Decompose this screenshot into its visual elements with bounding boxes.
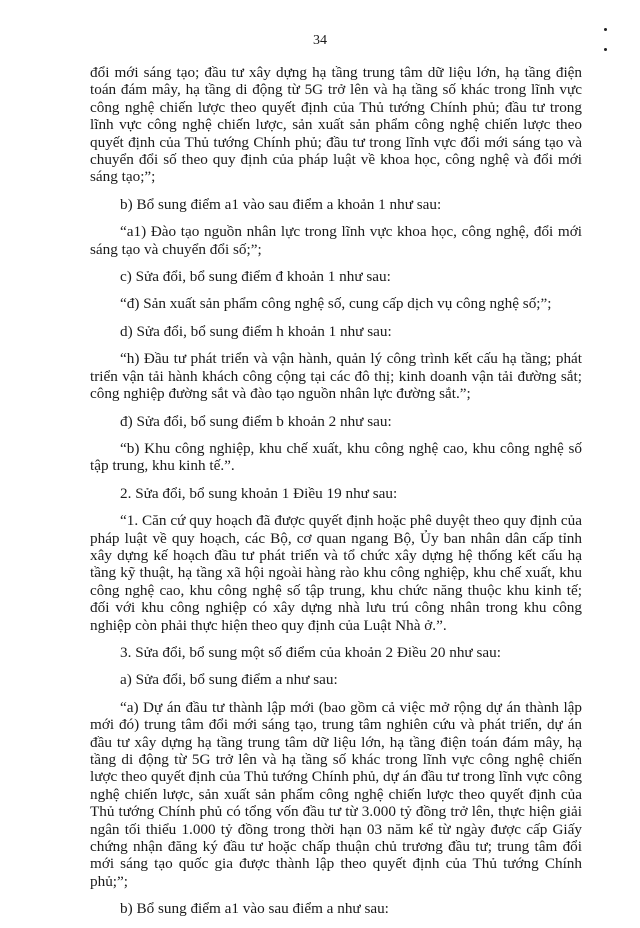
paragraph: a) Sửa đổi, bổ sung điểm a như sau: — [120, 671, 338, 689]
paragraph-quote: “1. Căn cứ quy hoạch đã được quyết định hoặc phê duyệt theo quy định của pháp luật về quy hoạch, các Bộ, cơ quan ngang Bộ, Ủy ban nhân dân cấp tỉnh xây dựng kế hoạch đầu tư phát triển và tổ chức xây dựng hệ thống kết cấu hạ tầng kỹ thuật, hạ tầng xã hội ngoài hàng rào khu công nghiệp, khu chế xuất, khu công nghệ cao, khu công nghệ số tập trung, khu chức năng thuộc khu kinh tế; đối với khu công nghiệp có xây dựng nhà lưu trú công nhân trong khu công nghiệp còn phải thực hiện theo quy định của Luật Nhà ở.”. — [90, 512, 582, 634]
document-body — [90, 64, 582, 928]
section-heading: 2. Sửa đổi, bổ sung khoản 1 Điều 19 như sau: — [120, 484, 398, 502]
paragraph-quote: “đ) Sản xuất sản phẩm công nghệ số, cung cấp dịch vụ công nghệ số;”; — [120, 295, 552, 313]
paragraph-quote: “a) Dự án đầu tư thành lập mới (bao gồm cả việc mở rộng dự án thành lập mới đó) trung tâm đổi mới sáng tạo, trung tâm nghiên cứu và phát triển, dự án đầu tư xây dựng hạ tầng trung tâm dữ liệu lớn, hạ tầng điện toán đám mây, hạ tầng di động từ 5G trở lên và hạ tầng số khác trong lĩnh vực công nghệ chiến lược theo quyết định của Thủ tướng Chính phủ, dự án đầu tư trong lĩnh vực công nghệ chiến lược, sản xuất sản phẩm công nghệ chiến lược theo quyết định của Thủ tướng Chính phủ có tổng vốn đầu tư từ 3.000 tỷ đồng trở lên, thực hiện giải ngân tối thiểu 1.000 tỷ đồng trong thời hạn 03 năm kể từ ngày được cấp Giấy chứng nhận đăng ký đầu tư hoặc chấp thuận chủ trương đầu tư; trung tâm đổi mới sáng tạo quốc gia được thành lập theo quyết định của Thủ tướng Chính phủ;”; — [90, 698, 582, 890]
scan-speck — [604, 28, 607, 31]
scan-speck — [604, 48, 607, 51]
paragraph-quote: “b) Khu công nghiệp, khu chế xuất, khu công nghệ cao, khu công nghệ số tập trung, khu kinh tế.”. — [90, 439, 582, 475]
paragraph: b) Bổ sung điểm a1 vào sau điểm a như sau: — [120, 900, 389, 918]
paragraph-quote: “h) Đầu tư phát triển và vận hành, quản lý công trình kết cấu hạ tầng; phát triển vận tải hành khách công cộng tại các đô thị; kinh doanh vận tải đường sắt; công nghiệp đường sắt và đào tạo nguồn nhân lực đường sắt.”; — [90, 350, 582, 403]
page-number: 34 — [313, 33, 327, 48]
paragraph: c) Sửa đổi, bổ sung điểm đ khoản 1 như sau: — [120, 268, 391, 286]
paragraph: đ) Sửa đổi, bổ sung điểm b khoản 2 như sau: — [120, 412, 392, 430]
paragraph-continued: đổi mới sáng tạo; đầu tư xây dựng hạ tầng trung tâm dữ liệu lớn, hạ tầng điện toán đám mây, hạ tầng di động từ 5G trở lên và hạ tầng số khác trong lĩnh vực công nghệ chiến lược theo quyết định của Thủ tướng Chính phủ; đầu tư trong lĩnh vực công nghệ chiến lược, sản xuất sản phẩm công nghệ chiến lược theo quyết định của Thủ tướng Chính phủ; đầu tư trong lĩnh vực đổi mới sáng tạo và chuyển đổi số theo quy định của pháp luật về khoa học, công nghệ và đổi mới sáng tạo;”; — [90, 64, 582, 186]
section-heading: 3. Sửa đổi, bổ sung một số điểm của khoản 2 Điều 20 như sau: — [120, 643, 501, 661]
paragraph-quote: “a1) Đào tạo nguồn nhân lực trong lĩnh vực khoa học, công nghệ, đổi mới sáng tạo và chuyển đổi số;”; — [90, 223, 582, 258]
paragraph: b) Bổ sung điểm a1 vào sau điểm a khoản 1 như sau: — [120, 195, 442, 213]
paragraph: d) Sửa đổi, bổ sung điểm h khoản 1 như sau: — [120, 322, 392, 340]
